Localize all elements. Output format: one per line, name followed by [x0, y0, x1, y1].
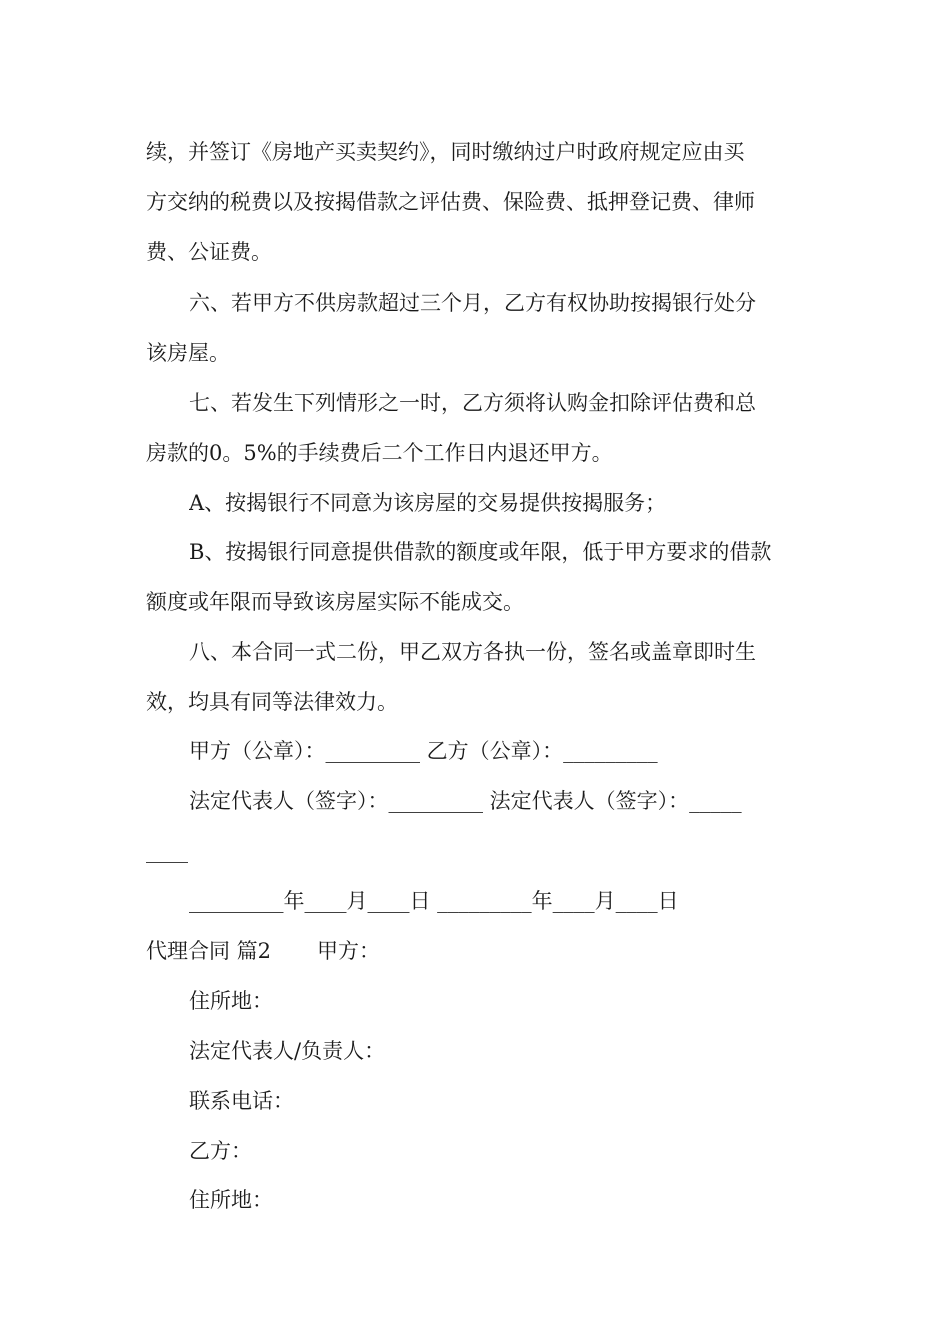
clause-eight-line: 八、本合同一式二份，甲乙双方各执一份，签名或盖章即时生 — [189, 640, 756, 664]
paragraph-line: 方交纳的税费以及按揭借款之评估费、保险费、抵押登记费、律师 — [146, 190, 755, 214]
paragraph-line: 效，均具有同等法律效力。 — [146, 690, 398, 714]
paragraph-line: 额度或年限而导致该房屋实际不能成交。 — [146, 590, 524, 614]
party-b-label-line: 乙方： — [189, 1139, 252, 1163]
signature-line-continued: ____ — [146, 839, 188, 863]
party-a-address-line: 住所地： — [189, 989, 273, 1013]
party-b-address-line: 住所地： — [189, 1188, 273, 1212]
clause-six-line: 六、若甲方不供房款超过三个月，乙方有权协助按揭银行处分 — [189, 291, 756, 315]
contract-heading-line — [146, 936, 818, 966]
item-a-line: A、按揭银行不同意为该房屋的交易提供按揭服务； — [189, 491, 667, 515]
contract-title: 代理合同 篇2 — [146, 939, 272, 963]
date-line: _________年____月____日 _________年____月____日 — [189, 889, 679, 913]
signature-line: 法定代表人（签字）：_________ 法定代表人（签字）：_____ — [189, 789, 742, 813]
party-a-label: 甲方： — [317, 939, 381, 963]
seal-line: 甲方（公章）：_________ 乙方（公章）：_________ — [189, 739, 658, 763]
paragraph-line: 该房屋。 — [146, 341, 230, 365]
party-a-representative-line: 法定代表人/负责人： — [189, 1039, 386, 1063]
clause-seven-line: 七、若发生下列情形之一时，乙方须将认购金扣除评估费和总 — [189, 391, 756, 415]
item-b-line: B、按揭银行同意提供借款的额度或年限，低于甲方要求的借款 — [189, 540, 772, 564]
paragraph-line: 续，并签订《房地产买卖契约》，同时缴纳过户时政府规定应由买 — [146, 140, 745, 164]
paragraph-line: 房款的0。5%的手续费后二个工作日内退还甲方。 — [146, 441, 613, 465]
paragraph-line: 费、公证费。 — [146, 240, 272, 264]
party-a-phone-line: 联系电话： — [189, 1089, 294, 1113]
